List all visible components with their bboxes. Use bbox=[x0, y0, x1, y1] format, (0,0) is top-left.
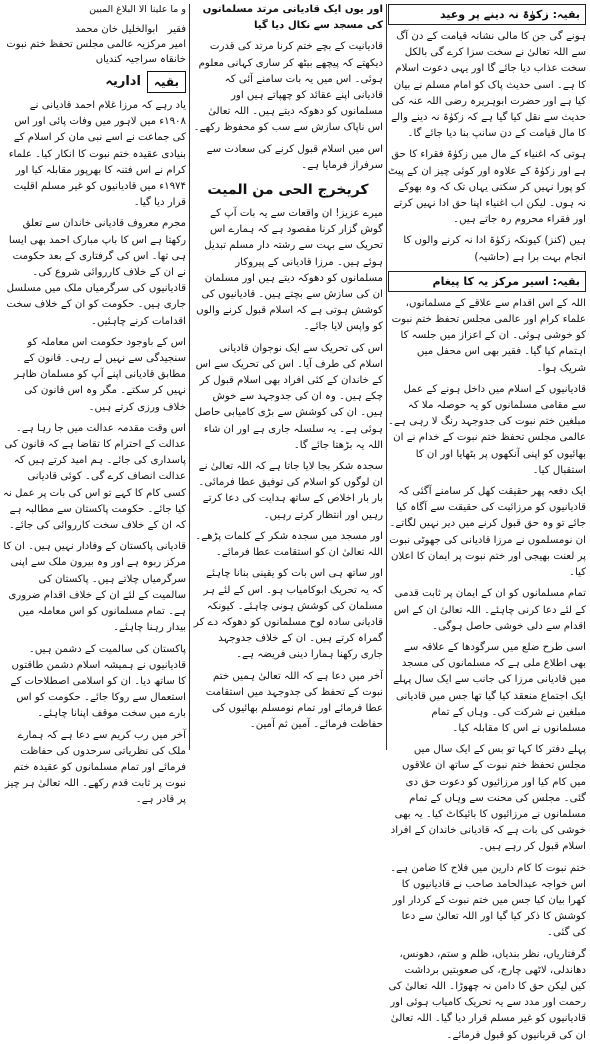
article-headline: اور یوں ایک قادیانی مرتد مسلمانوں کی مسجد سے نکال دیا گیا bbox=[202, 4, 383, 32]
paragraph: اس وقت مقدمہ عدالت میں جا رہا ہے۔ عدالت کے احترام کا تقاضا ہے کہ قانون کی پاسداری کی جائے۔ ہم امید کرتے ہیں کہ عدالت انصاف کرے گی۔ کوئی قادیانی کسی کام کا کہے تو اس کی بات پر عمل نہ کیا جائے۔ حکومت پاکستان سے مطالبہ ہے کہ ان کے خلاف سخت کارروائی کی جائے۔ bbox=[3, 422, 186, 532]
paragraph: اور مسجد میں سجدہ شکر کے کلمات پڑھے۔ اللہ تعالیٰ ان کو استقامت عطا فرمائے۔ bbox=[195, 530, 383, 559]
paragraph: آخر میں دعا ہے کہ اللہ تعالیٰ ہمیں ختم نبوت کے تحفظ کی جدوجہد میں استقامت عطا فرمائے اور تمام نومسلم بھائیوں کی حفاظت فرمائے۔ آمین ثم آمین۔ bbox=[205, 670, 383, 731]
paragraph: قادیانیت کے بچے ختم کرنا مرتد کی قدرت دیکھتے کہ پیچھے بیٹھ کر ساری کہانی معلوم ہوئی۔ اس میں یہ بات سامنے آئی کہ قادیانی اپنے عقائد کو چھپاتے ہیں اور مسلمانوں کو دھوکہ دیتے ہیں۔ اللہ تعالیٰ اس ناپاک سازش سے سب کو محفوظ رکھے۔ bbox=[193, 41, 383, 134]
paragraph: مجرم معروف قادیانی خاندان سے تعلق رکھتا ہے اس کا باپ مبارک احمد بھی ایسا ہی تھا۔ اس کی گرفتاری کے بعد حکومت نے ان کے خلاف کارروائی شروع کی۔ قادیانیوں کی سرگرمیاں ملک میں مسلسل جاری ہیں۔ حکومت کو ان کے خلاف سخت اقدامات کرنے چاہئیں۔ bbox=[6, 218, 186, 327]
editorial-title: اداریہ bbox=[105, 74, 141, 89]
paragraph: تمام مسلمانوں کو ان کے ایمان پر ثابت قدمی کے لئے دعا کرنی چاہئے۔ اللہ تعالیٰ ان کے اس اقدام سے دلی خوشی حاصل ہوگی۔ bbox=[393, 588, 586, 632]
editorial-header bbox=[3, 71, 186, 93]
paragraph: اس کے باوجود حکومت اس معاملہ کو سنجیدگی سے نہیں لے رہی۔ قانون کے مطابق قادیانی اپنے آپ کو مسلمان ظاہر نہیں کر سکتے۔ مگر وہ اس قانون کی خلاف ورزی کرتے ہیں۔ bbox=[14, 336, 186, 413]
closing-line: و ما علینا الا البلاغ المبین bbox=[89, 4, 186, 15]
paragraph: پاکستان کی سالمیت کے دشمن ہیں۔ قادیانیوں نے ہمیشہ اسلام دشمن طاقتوں کا ساتھ دیا۔ ان کو اسلامی اصطلاحات کے استعمال سے روکا جائے۔ حکومت کو اس بارے میں سخت موقف اپنانا چاہئے۔ bbox=[10, 643, 186, 720]
column-divider-2 bbox=[189, 4, 190, 750]
paragraph: ہوتی کہ اغنیاء کے مال میں زکوٰۃ فقراء کا حق ہے اور زکوٰۃ کے علاوہ اور کوئی چیز ان کے پیٹ کو پورا نہیں کر سکتی یہاں تک کہ وہ بھوکے نہ ہوں۔ لیکن اب اغنیاء اپنا حق ادا نہیں کرتے اور فقراء محروم رہ جاتے ہیں۔ bbox=[387, 149, 586, 226]
right-column bbox=[387, 2, 586, 1041]
paragraph: آخر میں رب کریم سے دعا ہے کہ ہمارے ملک کی نظریاتی سرحدوں کی حفاظت فرمائے اور تمام مسلمانوں کو عقیدہ ختم نبوت پر ثابت قدم رکھے۔ اللہ تعالیٰ ہر چیز پر قادر ہے۔ bbox=[4, 729, 186, 806]
paragraph: اور ساتھ ہی اس بات کو یقینی بنانا چاہئے کہ یہ تحریک ابوکامیاب ہو۔ اس کے لئے ہر مسلمان کی کوشش ہونی چاہئے۔ کیونکہ قادیانی سادہ لوح مسلمانوں کو دھوکہ دے کر گمراہ کرتے ہیں۔ ان کے خلاف جدوجہد جاری رکھنا ہمارا دینی فریضہ ہے۔ bbox=[193, 568, 383, 661]
paragraph: یاد رہے کہ مرزا غلام احمد قادیانی نے ۱۹۰۸ء میں لاہور میں وفات پائی اور اس کی جماعت نے اسے نبی مان کر اسلام کے بنیادی عقیدہ ختم نبوت کا انکار کیا۔ علماء کرام نے اس فتنہ کا بھرپور مقابلہ کیا اور ۱۹۷۴ء میں قادیانیوں کو غیر مسلم اقلیت قرار دیا گیا۔ bbox=[8, 100, 186, 209]
left-column bbox=[3, 2, 186, 806]
quran-verse-heading: کریخرج الحی من المیت bbox=[207, 182, 369, 199]
signature-title: امیر مرکزیہ عالمی مجلس تحفظ ختم نبوت bbox=[6, 39, 186, 50]
signature-block bbox=[3, 22, 186, 67]
paragraph: اسی طرح ضلع میں سرگودھا کے علاقہ سے بھی اطلاع ملی ہے کہ مسلمانوں کی مسجد میں قادیانی مرزا کی جانب سے ایک سال پہلے ایک اجتماع منعقد کیا گیا تھا جس میں قادیانی مبلغین نے شرکت کی۔ وہاں کے تمام مسلمانوں نے اس کا مقابلہ کیا۔ bbox=[393, 641, 586, 734]
column-divider-1 bbox=[386, 4, 387, 750]
paragraph: اس میں اسلام قبول کرنے کی سعادت سے سرفراز فرمایا ہے۔ bbox=[206, 143, 383, 171]
paragraph: ایک دفعہ پھر حقیقت کھل کر سامنے آگئی کہ قادیانیوں کو مرزائیت کی حقیقت سے آگاہ کیا جائے تو وہ حق قبول کرنے میں دیر نہیں لگاتے۔ ان نومسلموں نے مرزا قادیانی کی جھوٹی نبوت پر لعنت بھیجی اور ختم نبوت پر ایمان کا اعلان کیا۔ bbox=[389, 486, 586, 579]
continued-tag: بقیہ bbox=[147, 71, 186, 93]
paragraph: گرفتاریاں، نظر بندیاں، ظلم و ستم، دھونس، دھاندلی، لاٹھی چارج، کی صعوبتیں برداشت کیں لیکن حق کا دامن نہ چھوڑا۔ اللہ تعالیٰ کی رحمت اور مدد سے یہ تحریک کامیاب ہوئی اور قادیانیوں کو غیر مسلم قرار دیا گیا۔ اللہ تعالیٰ ان کی قربانیوں کو قبول فرمائے۔ bbox=[388, 948, 586, 1041]
paragraph: قادیانیوں کے اسلام میں داخل ہونے کے عمل سے مقامی مسلمانوں کو یہ حوصلہ ملا کہ مبلغین ختم نبوت کی جدوجہد رنگ لا رہی ہے۔ عالمی مجلس تحفظ ختم نبوت کے خدام نے ان بھائیوں کو اپنی آنکھوں پر بٹھایا اور ان کا استقبال کیا۔ bbox=[388, 383, 586, 476]
paragraph: پہلے دفتر کا کہا تو بس کے ایک سال میں مجلس تحفظ ختم نبوت کے ساتھ ان علاقوں میں کام کیا اور مرزائیوں کو دعوت حق دی گئی۔ مجلس کی محنت سے وہاں کے تمام مسلمانوں نے مرزائیوں کا بائیکاٹ کیا۔ یہ بھی خوشی کی بات ہے کہ قادیانی خاندان کے افراد اسلام قبول کر رہے ہیں۔ bbox=[390, 744, 586, 853]
paragraph: قادیانی پاکستان کے وفادار نہیں ہیں۔ ان کا مرکز ربوہ ہے اور وہ بیرون ملک سے اپنی سرگرمیاں چلاتے ہیں۔ پاکستان کی سالمیت کے لئے ان کے خلاف اقدام ضروری ہے۔ تمام مسلمانوں کو اس معاملہ میں بیدار رہنا چاہئے۔ bbox=[3, 541, 186, 634]
signature-place: خانقاہ سراجیہ کندیاں bbox=[95, 54, 186, 65]
zakat-article-header: بقیہ: زکوٰۃ نہ دینے پر وعید bbox=[388, 4, 586, 25]
paragraph: میرے عزیز! ان واقعات سے یہ بات آپ کے گوش گزار کرنا مقصود ہے کہ ہمارے اس تحریک سے بہت سے رشتہ دار مسلم تبدیل ہوئے ہیں۔ مرزا قادیانی کے پیروکار مسلمانوں کو دھوکہ دیتے ہیں اور مسلمان ان کی سازش سے بچتے ہیں۔ قادیانیوں کی کوشش ہوتی ہے کہ اسلام قبول کرنے والوں کو واپس لایا جائے۔ bbox=[196, 208, 383, 333]
paragraph: ختم نبوت کا کام دارین میں فلاح کا ضامن ہے۔ اس خواجہ عبدالحامد صاحب نے قادیانیوں کا کھرا بیان کیا جس میں ختم نبوت کے کردار اور کوشش کا ذکر کیا گیا اور اللہ تعالیٰ سے دعا کی گئی۔ bbox=[390, 862, 586, 939]
paragraph: ہونے گی جن کا مالی نشانہ قیامت کے دن آگ سے اللہ تعالیٰ نے سخت سزا کرے گی بالکل سخت عذاب دیا جائے گا اور یہی دعوت اسلام کا ہے۔ اسی حدیث پاک کو امام مسلم نے بیان کیا ہے اور حضرت ابوہریرہ رضی اللہ عنہ کی حدیث سے نقل کیا گیا ہے کہ زکوٰۃ نہ دینے والے کا مال قیامت کے دن سانپ بنا دیا جائے گا۔ bbox=[391, 31, 586, 140]
paragraph: ہیں (کنز) کیونکہ زکوٰۃ ادا نہ کرنے والوں کا انجام بہت برا ہے (حاشیہ) bbox=[403, 235, 586, 263]
paragraph: اللہ کے اس اقدام سے علاقے کے مسلمانوں، علماء کرام اور عالمی مجلس تحفظ ختم نبوت کو خوشی ہوئی۔ ان کے اعزاز میں جلسہ کا اہتمام کیا گیا۔ فقیر بھی اس محفل میں شریک ہوا۔ bbox=[391, 297, 586, 374]
paragraph: اس کی تحریک سے ایک نوجوان قادیانی اسلام کی طرف آیا۔ اس کی تحریک سے اس کے خاندان کے کئی افراد بھی اسلام قبول کر چکے ہیں۔ وہ ان کی جدوجہد سے خوش ہیں۔ ان کی کوشش سے بڑی کامیابی حاصل ہوئی ہے۔ یہ سلسلہ جاری ہے اور ان شاء اللہ یہ بڑھتا جائے گا۔ bbox=[194, 342, 383, 451]
middle-column bbox=[193, 2, 383, 752]
signature-name: ابوالخلیل خان محمد bbox=[75, 24, 159, 35]
message-article-header: بقیہ: اسیر مرکز یہ کا پیغام bbox=[388, 271, 586, 292]
paragraph: سجدہ شکر بجا لایا جاتا ہے کہ اللہ تعالیٰ نے ان لوگوں کو اسلام کی توفیق عطا فرمائی۔ بار بار اخلاص کے ساتھ ہدایت کی دعا کرتے رہیں اور انتظار کرتے رہیں۔ bbox=[198, 461, 383, 521]
signature-prefix: فقیر bbox=[167, 24, 186, 35]
